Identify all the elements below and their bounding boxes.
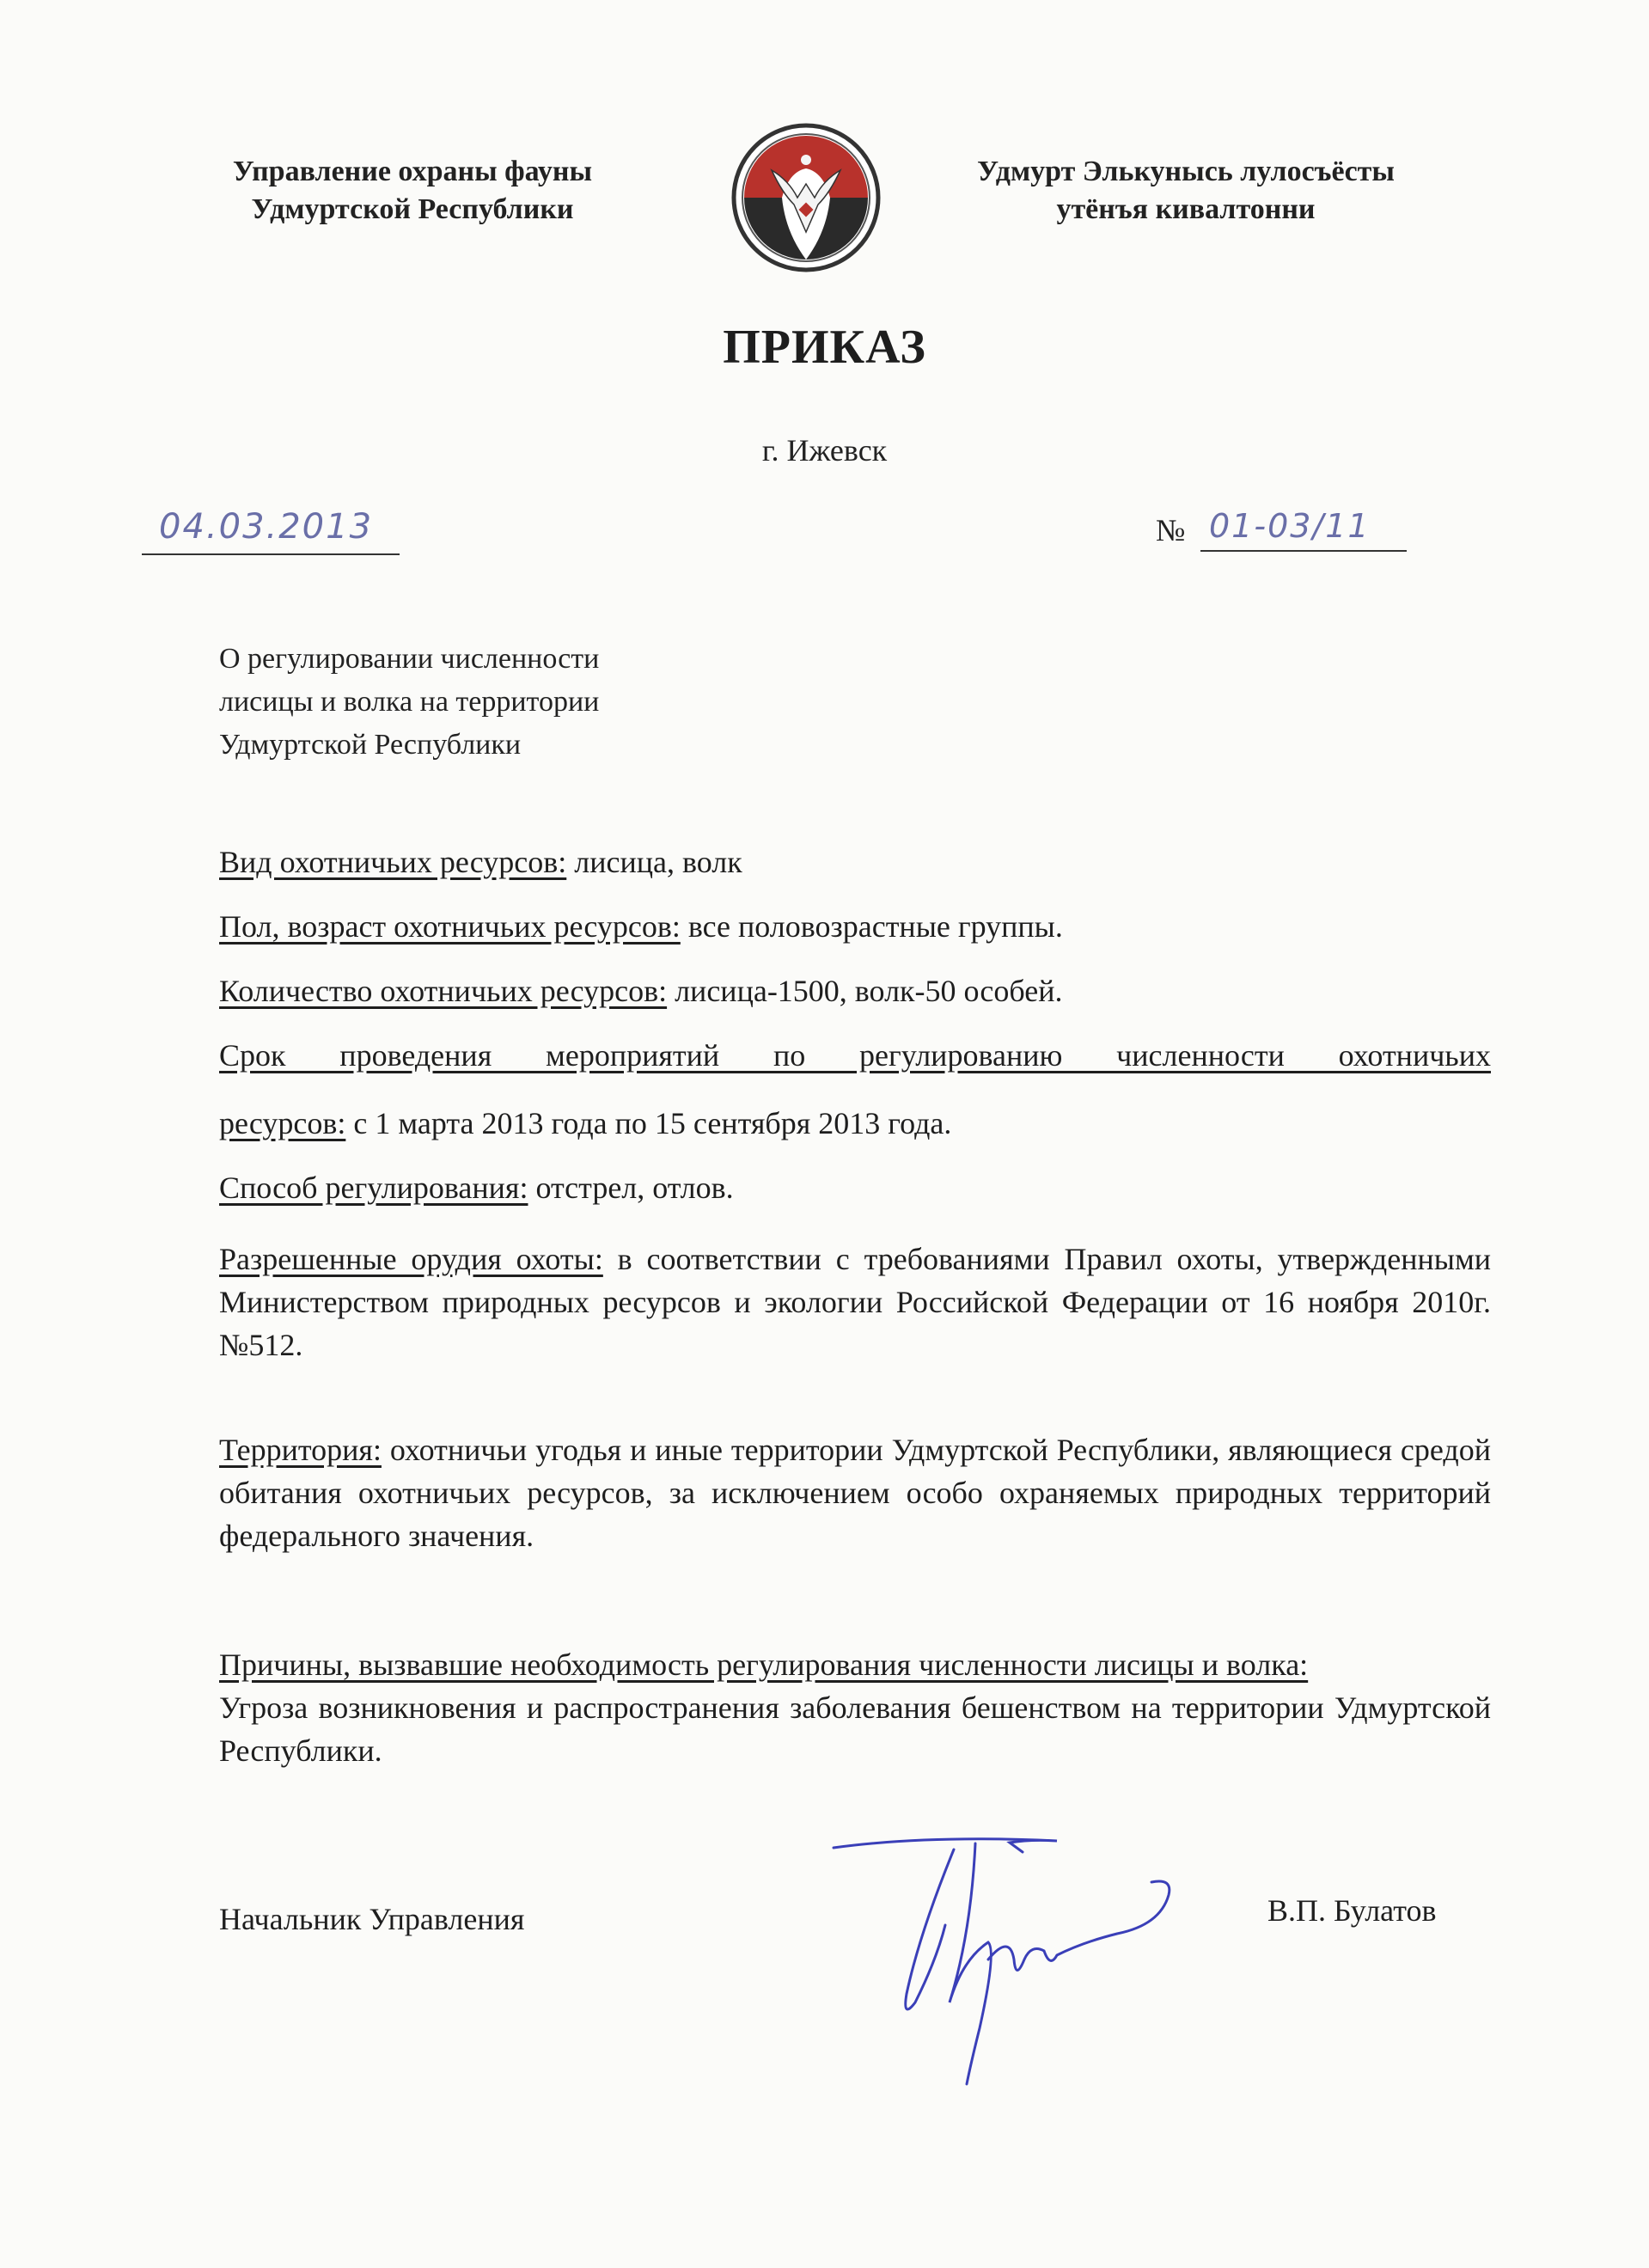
period-value: с 1 марта 2013 года по 15 сентября 2013 года. xyxy=(345,1106,952,1140)
period-label-line2: ресурсов: xyxy=(219,1106,346,1140)
header-right xyxy=(919,153,1452,229)
number-line xyxy=(1200,507,1407,552)
sex-age-value: все половозрастные группы. xyxy=(680,909,1063,944)
method-row xyxy=(219,1166,1491,1209)
sex-age-row xyxy=(219,905,1491,948)
reasons-label: Причины, вызвавшие необходимость регулирования численности лисицы и волка: xyxy=(219,1648,1309,1682)
header-left xyxy=(172,153,653,229)
reasons-row xyxy=(219,1643,1491,1772)
city: г. Ижевск xyxy=(761,433,888,468)
period-row-line2 xyxy=(219,1102,1491,1145)
period-label-line1: Срок проведения мероприятий по регулированию численности охотничьих xyxy=(219,1038,1491,1073)
date-handwritten: 04.03.2013 xyxy=(159,507,374,547)
quantity-label: Количество охотничьих ресурсов: xyxy=(219,974,668,1008)
method-label: Способ регулирования: xyxy=(219,1171,528,1205)
document-title: ПРИКАЗ xyxy=(723,321,926,374)
territory-label: Территория: xyxy=(219,1433,382,1467)
header-left-line1: Управление охраны фауны xyxy=(232,156,593,187)
subject-line1: О регулировании численности xyxy=(219,643,600,675)
species-value: лисица, волк xyxy=(566,845,742,879)
territory-row xyxy=(219,1428,1491,1557)
number-sign: № xyxy=(1156,513,1186,547)
subject-line2: лисицы и волка на территории xyxy=(219,686,600,718)
header-right-line2: утёнъя кивалтонни xyxy=(1056,193,1316,225)
header-right-line1: Удмурт Элькунысь лулосъёсты xyxy=(977,156,1395,187)
sex-age-label: Пол, возраст охотничьих ресурсов: xyxy=(219,909,681,944)
species-row xyxy=(219,841,1491,883)
quantity-value: лисица-1500, волк-50 особей. xyxy=(667,974,1063,1008)
territory-value: охотничьи угодья и иные территории Удмуртской Республики, являющиеся средой обитания охотничьих ресурсов, за исключением особо охраняемых природных территорий федерального значения. xyxy=(219,1433,1491,1553)
quantity-row xyxy=(219,969,1491,1012)
subject-block xyxy=(219,638,599,767)
method-value: отстрел, отлов. xyxy=(528,1171,734,1205)
tools-value: в соответствии с требованиями Правил охоты, утвержденными Министерством природных ресурсов и экологии Российской Федерации от 16 ноября 2010г. №512. xyxy=(219,1242,1491,1362)
period-row-line1 xyxy=(219,1034,1491,1077)
header-left-line2: Удмуртской Республики xyxy=(251,193,574,225)
coat-of-arms-emblem xyxy=(729,120,883,275)
number-handwritten: 01-03/11 xyxy=(1209,507,1371,545)
date-field xyxy=(142,505,400,555)
reasons-value: Угроза возникновения и распространения заболевания бешенством на территории Удмуртской Республики. xyxy=(219,1690,1491,1768)
signatory-position: Начальник Управления xyxy=(219,1902,525,1936)
tools-label: Разрешенные орудия охоты: xyxy=(219,1242,603,1276)
subject-line3: Удмуртской Республики xyxy=(219,729,522,761)
handwritten-signature xyxy=(825,1831,1186,2097)
tools-row xyxy=(219,1238,1491,1366)
species-label: Вид охотничьих ресурсов: xyxy=(219,845,567,879)
signatory-name: В.П. Булатов xyxy=(1267,1893,1437,1928)
